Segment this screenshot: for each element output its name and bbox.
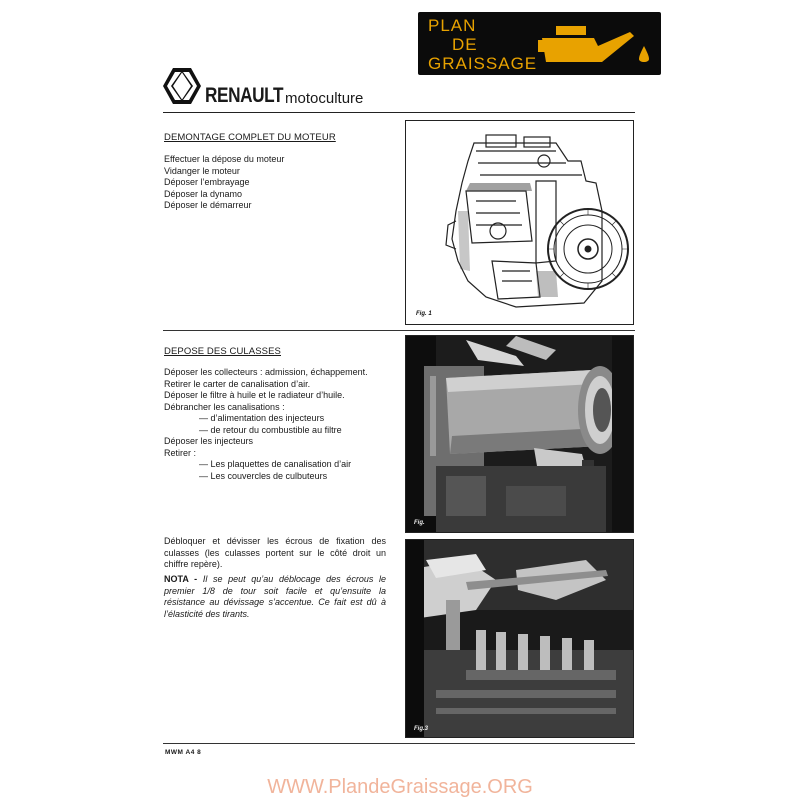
nota-text: Il se peut qu’au déblocage des écrous le premier 1/8 de tour soit facile et qu’ensuite la résistance au dévissage s’accentue. Ce fait est dû à l’élasticité des tirants. [164,574,386,619]
wrench-photo [406,540,633,737]
list-subitem: — d’alimentation des injecteurs [199,413,325,423]
figure-2-photo [405,335,634,533]
list-item: Déposer les collecteurs : admission, échappement. [164,367,368,377]
footer-divider [163,743,635,744]
instruction-paragraph: Débloquer et dévisser les écrous de fixation des culasses (les culasses portent sur le côté droit un chiffre repère). [164,536,386,569]
list-item: Déposer le démarreur [164,200,252,210]
section2-list [164,367,368,482]
brand-name: RENAULT [205,84,284,107]
list-item: Déposer le filtre à huile et le radiateur d’huile. [164,390,345,400]
list-item: Retirer le carter de canalisation d’air. [164,378,311,389]
logo-line-3: GRAISSAGE [428,54,538,73]
header-rule [163,112,635,113]
list-subitem: — de retour du combustible au filtre [199,424,342,435]
logo-line-2: DE [452,35,478,54]
section-title-demontage: DEMONTAGE COMPLET DU MOTEUR [164,132,336,143]
list-subitem: — Les couvercles de culbuteurs [199,470,328,481]
list-item: Déposer les injecteurs [164,436,254,446]
list-subitem: — Les plaquettes de canalisation d’air [199,459,352,469]
oil-can-icon [538,18,656,74]
renault-diamond-icon [163,66,201,106]
footer-code: MWM A4 8 [165,749,202,756]
list-item: Vidanger le moteur [164,165,240,176]
nota-label: NOTA - [164,574,198,584]
logo-line-1: PLAN [428,16,477,35]
figure-1-engine [405,120,634,325]
list-item: Débrancher les canalisations : [164,401,285,412]
brand-subtitle: motoculture [285,90,364,107]
watermark-url[interactable]: WWW.PlandeGraissage.ORG [267,776,533,798]
plan-de-graissage-logo [418,12,661,75]
list-item: Retirer : [164,447,197,458]
cylinder-photo [406,336,633,532]
section-title-depose-culasses: DEPOSE DES CULASSES [164,346,281,357]
figure-1-label: Fig. 1 [416,311,432,317]
section-divider-1 [163,330,635,331]
list-item: Effectuer la dépose du moteur [164,154,285,164]
list-item: Déposer la dynamo [164,188,243,199]
figure-2-label: Fig. [414,520,425,526]
list-item: Déposer l’embrayage [164,177,250,187]
figure-3-label: Fig.3 [414,726,429,732]
section1-list [164,154,284,212]
engine-illustration [406,121,633,324]
figure-3-photo [405,539,634,738]
nota-block [164,574,386,620]
